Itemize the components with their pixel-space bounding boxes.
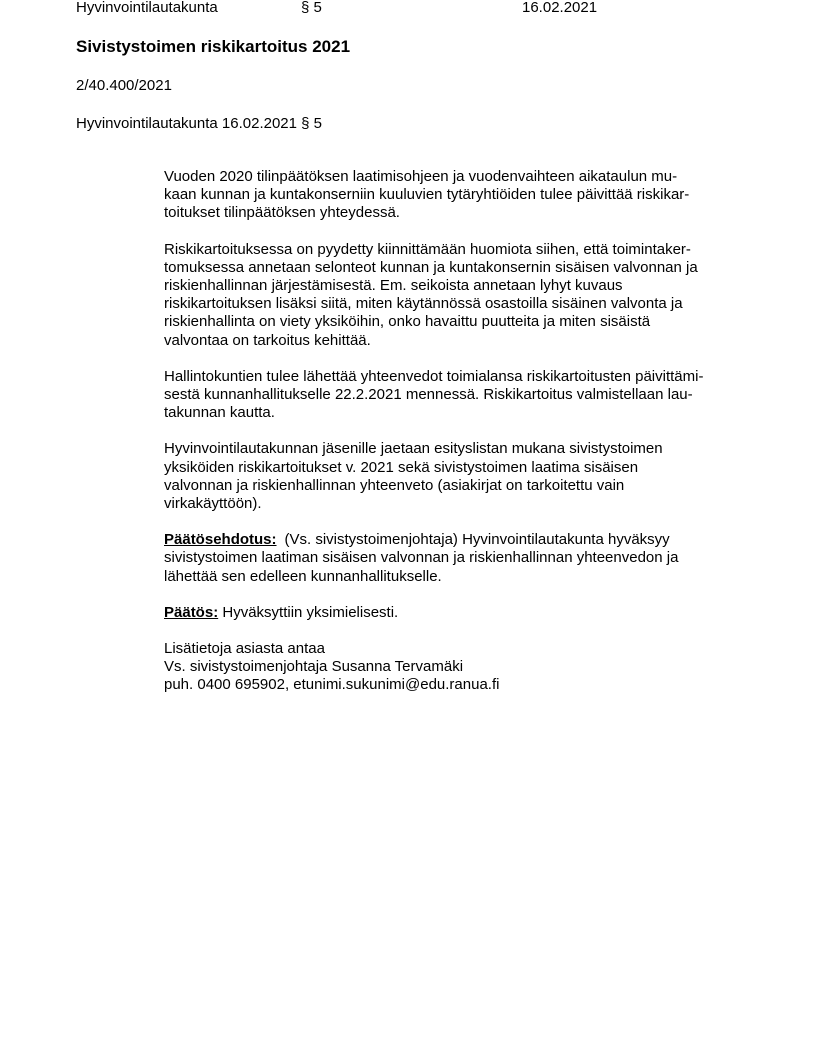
- header-date: 16.02.2021: [522, 0, 598, 16]
- decision-label: Päätös:: [164, 603, 219, 621]
- text-line: Hallintokuntien tulee lähettää yhteenvedot toimialansa riskikartoitusten päivittämi-: [164, 367, 704, 385]
- text-line: kaan kunnan ja kuntakonserniin kuuluvien tytäryhtiöiden tulee päivittää riskikar-: [164, 186, 690, 204]
- text-line: sestä kunnanhallitukselle 22.2.2021 mennessä. Riskikartoitus valmistellaan lau-: [164, 386, 693, 404]
- paragraph-instructions: [164, 168, 744, 223]
- paragraph-risk-assessment: [164, 241, 744, 350]
- text-line: Hyvinvointilautakunnan jäsenille jaetaan esityslistan mukana sivistystoimen: [164, 440, 663, 458]
- document-body: [164, 168, 744, 713]
- decision-proposal: [164, 531, 744, 586]
- text-line: virkakäyttöön).: [164, 495, 262, 513]
- decision: [164, 604, 744, 622]
- paragraph-distribution: [164, 440, 744, 513]
- contact-info: [164, 640, 744, 695]
- contact-intro: Lisätietoja asiasta antaa: [164, 640, 325, 658]
- text-line: valvontaa on tarkoitus kehittää.: [164, 331, 371, 349]
- text-line: Riskikartoituksessa on pyydetty kiinnittämään huomiota siihen, että toimintaker-: [164, 240, 691, 258]
- text-line: yksiköiden riskikartoitukset v. 2021 sekä sivistystoimen laatima sisäisen: [164, 458, 639, 476]
- decision-line: [164, 604, 744, 622]
- text-line: sivistystoimen laatiman sisäisen valvonnan ja riskienhallinnan yhteenvedon ja: [164, 549, 679, 567]
- proposal-label: Päätösehdotus:: [164, 531, 277, 549]
- header-body-name: Hyvinvointilautakunta: [76, 0, 218, 16]
- contact-person: Vs. sivistystoimenjohtaja Susanna Tervamäki: [164, 658, 464, 676]
- text-line: riskienhallinnan järjestämisestä. Em. seikoista annetaan lyhyt kuvaus: [164, 277, 623, 295]
- document-title: Sivistystoimen riskikartoitus 2021: [76, 37, 351, 56]
- text-line: Vuoden 2020 tilinpäätöksen laatimisohjeen ja vuodenvaihteen aikataulun mu-: [164, 168, 678, 185]
- text-line: takunnan kautta.: [164, 404, 275, 422]
- contact-details: puh. 0400 695902, etunimi.sukunimi@edu.ranua.fi: [164, 676, 500, 694]
- text-line: tomuksessa annetaan selonteot kunnan ja kuntakonsernin sisäisen valvonnan ja: [164, 258, 698, 276]
- text-line: riskikartoituksen lisäksi siitä, miten käytännössä osastoilla sisäinen valvonta ja: [164, 295, 683, 313]
- text-line: valvonnan ja riskienhallinnan yhteenveto (asiakirjat on tarkoitettu vain: [164, 476, 625, 494]
- meeting-reference: Hyvinvointilautakunta 16.02.2021 § 5: [76, 115, 323, 132]
- header-section-number: § 5: [301, 0, 322, 16]
- proposal-first-text: (Vs. sivistystoimenjohtaja) Hyvinvointilautakunta hyväksyy: [284, 531, 670, 549]
- text-line: lähettää sen edelleen kunnanhallitukselle.: [164, 567, 442, 585]
- text-line: toitukset tilinpäätöksen yhteydessä.: [164, 204, 400, 222]
- text-line: riskienhallinta on viety yksiköihin, onko havaittu puutteita ja miten sisäistä: [164, 313, 651, 331]
- paragraph-summaries: [164, 368, 744, 423]
- decision-text: Hyväksyttiin yksimielisesti.: [222, 603, 399, 621]
- proposal-first-line: [164, 531, 744, 549]
- diary-number: 2/40.400/2021: [76, 77, 172, 94]
